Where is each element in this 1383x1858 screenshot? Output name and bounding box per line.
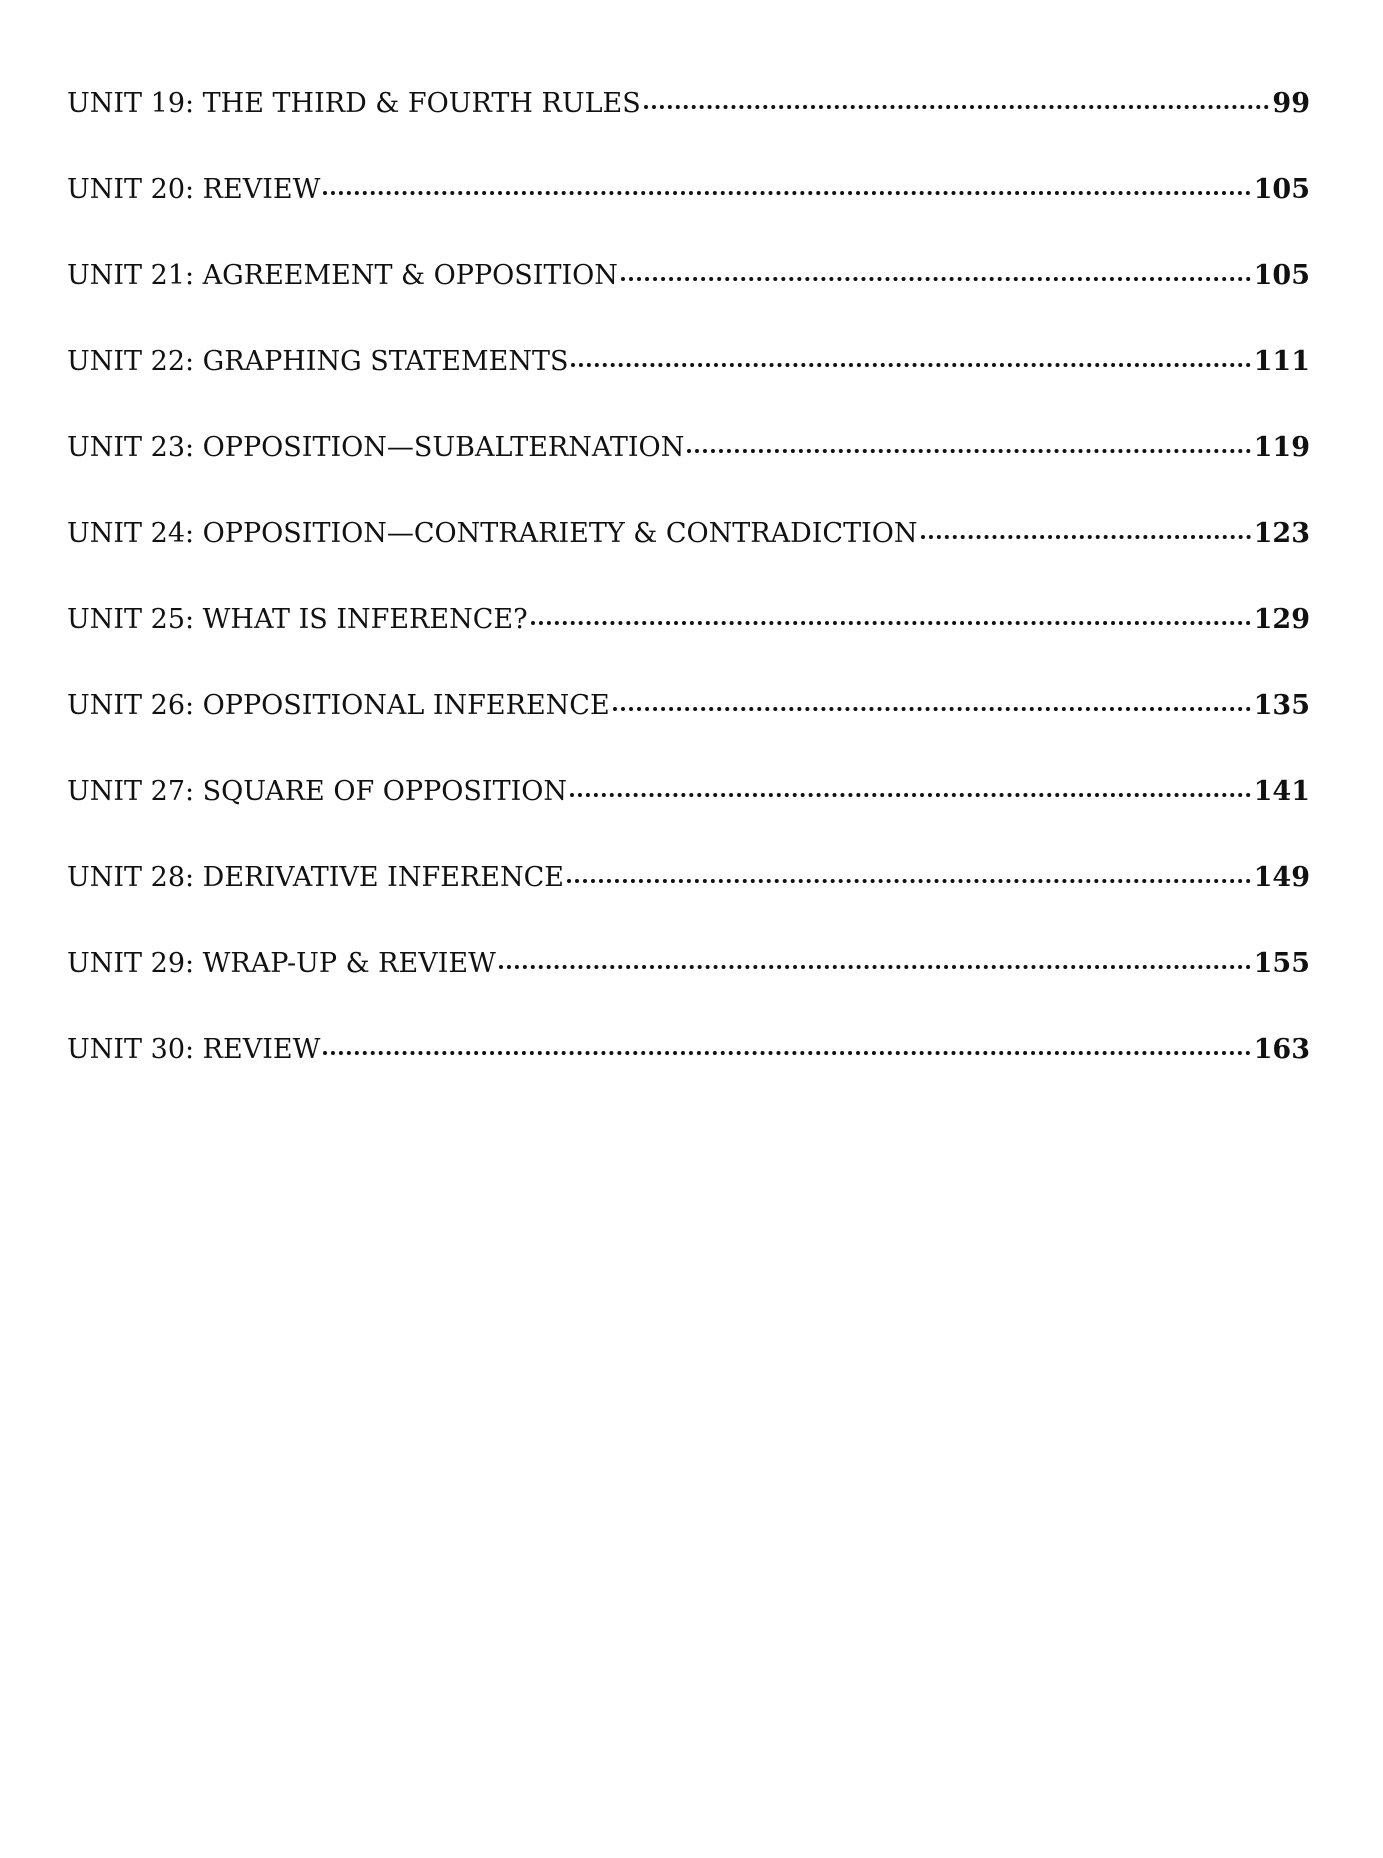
dot-leader [499,961,1251,969]
toc-entry-unit-26[interactable] [67,690,1310,776]
toc-entry-unit-21[interactable] [67,260,1310,346]
dot-leader [621,273,1251,281]
toc-entry-title: UNIT 21: AGREEMENT & OPPOSITION [67,260,618,291]
toc-entry-unit-25[interactable] [67,604,1310,690]
toc-entry-page-number: 163 [1253,1034,1310,1065]
dot-leader [613,703,1251,711]
toc-entry-page-number: 111 [1253,346,1310,377]
toc-entry-unit-29[interactable] [67,948,1310,1034]
dot-leader [687,445,1250,453]
toc-entry-page-number: 99 [1272,88,1310,119]
toc-entry-title: UNIT 28: DERIVATIVE INFERENCE [67,862,564,893]
toc-entry-page-number: 135 [1253,690,1310,721]
toc-entry-unit-23[interactable] [67,432,1310,518]
dot-leader [644,101,1270,109]
toc-entry-page-number: 119 [1253,432,1310,463]
toc-entry-title: UNIT 19: THE THIRD & FOURTH RULES [67,88,641,119]
toc-entry-title: UNIT 22: GRAPHING STATEMENTS [67,346,569,377]
toc-entry-unit-22[interactable] [67,346,1310,432]
dot-leader [323,1047,1250,1055]
toc-entry-page-number: 141 [1253,776,1310,807]
toc-entry-title: UNIT 27: SQUARE OF OPPOSITION [67,776,568,807]
dot-leader [571,359,1250,367]
toc-entry-title: UNIT 30: REVIEW [67,1034,321,1065]
toc-entry-page-number: 105 [1253,174,1310,205]
dot-leader [567,875,1251,883]
table-of-contents [67,88,1310,1120]
toc-entry-unit-19[interactable] [67,88,1310,174]
toc-entry-page-number: 149 [1253,862,1310,893]
toc-entry-title: UNIT 20: REVIEW [67,174,321,205]
toc-entry-title: UNIT 24: OPPOSITION—CONTRARIETY & CONTRADICTION [67,518,918,549]
toc-entry-unit-30[interactable] [67,1034,1310,1120]
toc-entry-title: UNIT 25: WHAT IS INFERENCE? [67,604,528,635]
dot-leader [323,187,1250,195]
toc-entry-page-number: 129 [1253,604,1310,635]
toc-entry-unit-24[interactable] [67,518,1310,604]
dot-leader [531,617,1251,625]
dot-leader [921,531,1251,539]
toc-entry-unit-28[interactable] [67,862,1310,948]
toc-entry-title: UNIT 29: WRAP-UP & REVIEW [67,948,496,979]
dot-leader [570,789,1251,797]
toc-entry-page-number: 123 [1253,518,1310,549]
toc-entry-title: UNIT 26: OPPOSITIONAL INFERENCE [67,690,610,721]
toc-entry-page-number: 105 [1253,260,1310,291]
toc-entry-title: UNIT 23: OPPOSITION—SUBALTERNATION [67,432,685,463]
toc-entry-page-number: 155 [1253,948,1310,979]
toc-entry-unit-20[interactable] [67,174,1310,260]
toc-entry-unit-27[interactable] [67,776,1310,862]
